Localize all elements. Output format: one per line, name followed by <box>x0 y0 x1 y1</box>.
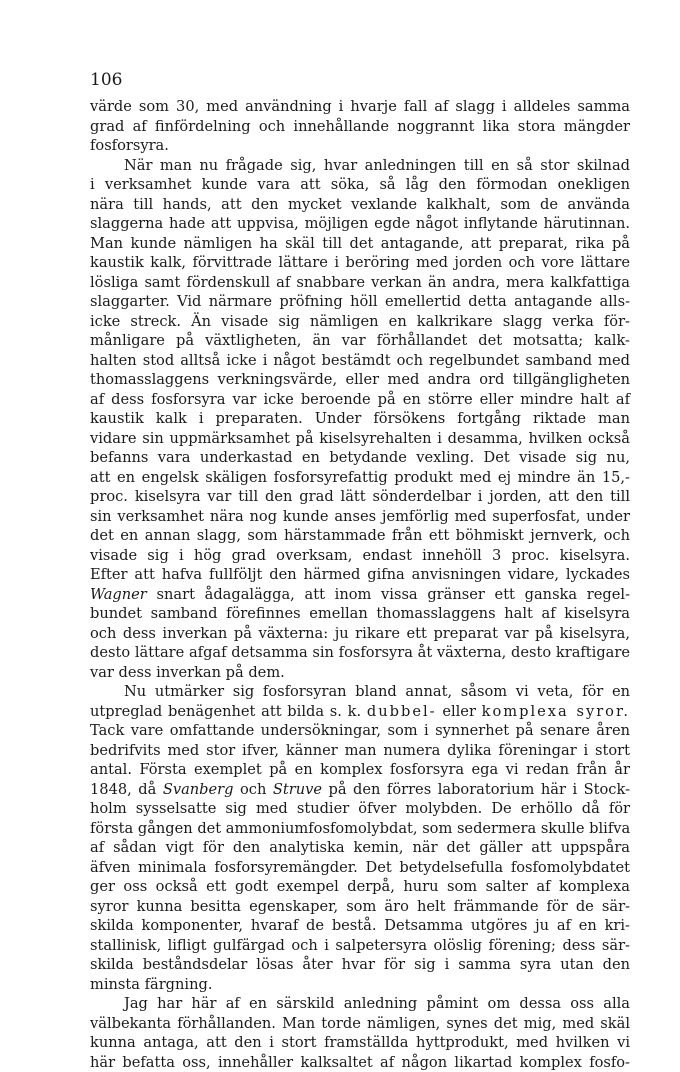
text-line: Jag har här af en särskild anledning påmint om dessa oss alla <box>90 994 630 1014</box>
text-span: på den förres laboratorium här i Stock- <box>322 781 630 798</box>
text-span: utpreglad benägenhet att bilda s. k. <box>90 703 367 720</box>
text-line: Tack vare omfattande undersökningar, som i synnerhet på senare åren <box>90 721 630 741</box>
text-span: snart ådagalägga, att inom vissa gränser ett ganska regel- <box>147 586 630 603</box>
text-line <box>90 780 630 800</box>
page-number: 106 <box>90 70 122 90</box>
text-line: af sådan vigt för den analytiska kemin, när det gäller att uppspåra <box>90 838 630 858</box>
text-line: att en engelsk skäligen fosforsyrefattig produkt med ej mindre än 15,- <box>90 468 630 488</box>
text-line: kaustik kalk, förvittrade lättare i beröring med jorden och vore lättare <box>90 253 630 273</box>
text-span: 1848, då <box>90 781 163 798</box>
text-line: desto lättare afgaf detsamma sin fosforsyra åt växterna, desto kraftigare <box>90 643 630 663</box>
text-line: När man nu frågade sig, hvar anledningen till en så stor skilnad <box>90 156 630 176</box>
text-span: Wagner <box>90 586 147 603</box>
text-line: holm sysselsatte sig med studier öfver molybden. De erhöllo då för <box>90 799 630 819</box>
text-line: af dess fosforsyra var icke beroende på en större eller mindre halt af <box>90 390 630 410</box>
text-line: bedrifvits med stor ifver, känner man numera dylika föreningar i stort <box>90 741 630 761</box>
text-line: thomasslaggens verkningsvärde, eller med andra ord tillgängligheten <box>90 370 630 390</box>
text-line: halten stod alltså icke i något bestämdt och regelbundet samband med <box>90 351 630 371</box>
text-line: slaggarter. Vid närmare pröfning höll emellertid detta antagande alls- <box>90 292 630 312</box>
text-line: lösliga samt fördenskull af snabbare verkan än andra, mera kalkfattiga <box>90 273 630 293</box>
text-line: i verksamhet kunde vara att söka, så låg den förmodan onekligen <box>90 175 630 195</box>
text-line: månligare på växtligheten, än var förhållandet det motsatta; kalk- <box>90 331 630 351</box>
text-line: antal. Första exemplet på en komplex fosforsyra ega vi redan från år <box>90 760 630 780</box>
text-line: stallinisk, lifligt gulfärgad och i salpetersyra olöslig förening; dess sär- <box>90 936 630 956</box>
text-line: grad af finfördelning och innehållande noggrannt lika stora mängder <box>90 117 630 137</box>
text-line: och dess inverkan på växterna: ju rikare ett preparat var på kiselsyra, <box>90 624 630 644</box>
text-span: Struve <box>273 781 322 798</box>
text-line: var dess inverkan på dem. <box>90 663 630 683</box>
body-text <box>90 97 630 1072</box>
text-line: värde som 30, med användning i hvarje fall af slagg i alldeles samma <box>90 97 630 117</box>
text-span: dubbel- <box>367 703 437 720</box>
text-line: minsta färgning. <box>90 975 630 995</box>
text-line: Efter att hafva fullföljt den härmed gifna anvisningen vidare, lyckades <box>90 565 630 585</box>
text-span: Svanberg <box>163 781 234 798</box>
text-line: icke streck. Än visade sig nämligen en kalkrikare slagg verka för- <box>90 312 630 332</box>
text-line: fosforsyra. <box>90 136 630 156</box>
text-line: bundet samband förefinnes emellan thomasslaggens halt af kiselsyra <box>90 604 630 624</box>
text-line: skilda komponenter, hvaraf de bestå. Detsamma utgöres ju af en kri- <box>90 916 630 936</box>
text-line: Man kunde nämligen ha skäl till det antagande, att preparat, rika på <box>90 234 630 254</box>
text-span: komplexa syror. <box>482 703 630 720</box>
text-line: här befatta oss, innehåller kalksaltet af någon likartad komplex fosfo- <box>90 1053 630 1072</box>
text-line: visade sig i hög grad overksam, endast innehöll 3 proc. kiselsyra. <box>90 546 630 566</box>
text-line: äfven minimala fosforsyremängder. Det betydelsefulla fosfomolybdatet <box>90 858 630 878</box>
text-line: sin verksamhet nära nog kunde anses jemförlig med superfosfat, under <box>90 507 630 527</box>
text-line: vidare sin uppmärksamhet på kiselsyrehalten i desamma, hvilken också <box>90 429 630 449</box>
text-span: och <box>233 781 272 798</box>
text-line: syror kunna besitta egenskaper, som äro helt främmande för de sär- <box>90 897 630 917</box>
text-line: första gången det ammoniumfosfomolybdat, som sedermera skulle blifva <box>90 819 630 839</box>
text-line <box>90 585 630 605</box>
text-line: det en annan slagg, som härstammade från ett böhmiskt jernverk, och <box>90 526 630 546</box>
text-line: nära till hands, att den mycket vexlande kalkhalt, som de använda <box>90 195 630 215</box>
text-line: välbekanta förhållanden. Man torde nämligen, synes det mig, med skäl <box>90 1014 630 1034</box>
text-line: befanns vara underkastad en betydande vexling. Det visade sig nu, <box>90 448 630 468</box>
text-line <box>90 702 630 722</box>
text-line: Nu utmärker sig fosforsyran bland annat, såsom vi veta, för en <box>90 682 630 702</box>
text-line: proc. kiselsyra var till den grad lätt sönderdelbar i jorden, att den till <box>90 487 630 507</box>
text-line: ger oss också ett godt exempel derpå, huru som salter af komplexa <box>90 877 630 897</box>
text-line: kunna antaga, att den i stort framställda hyttprodukt, med hvilken vi <box>90 1033 630 1053</box>
text-span: eller <box>437 703 482 720</box>
text-line: kaustik kalk i preparaten. Under försökens fortgång riktade man <box>90 409 630 429</box>
text-line: skilda beståndsdelar lösas åter hvar för sig i samma syra utan den <box>90 955 630 975</box>
text-line: slaggerna hade att uppvisa, möjligen egde något inflytande härutinnan. <box>90 214 630 234</box>
